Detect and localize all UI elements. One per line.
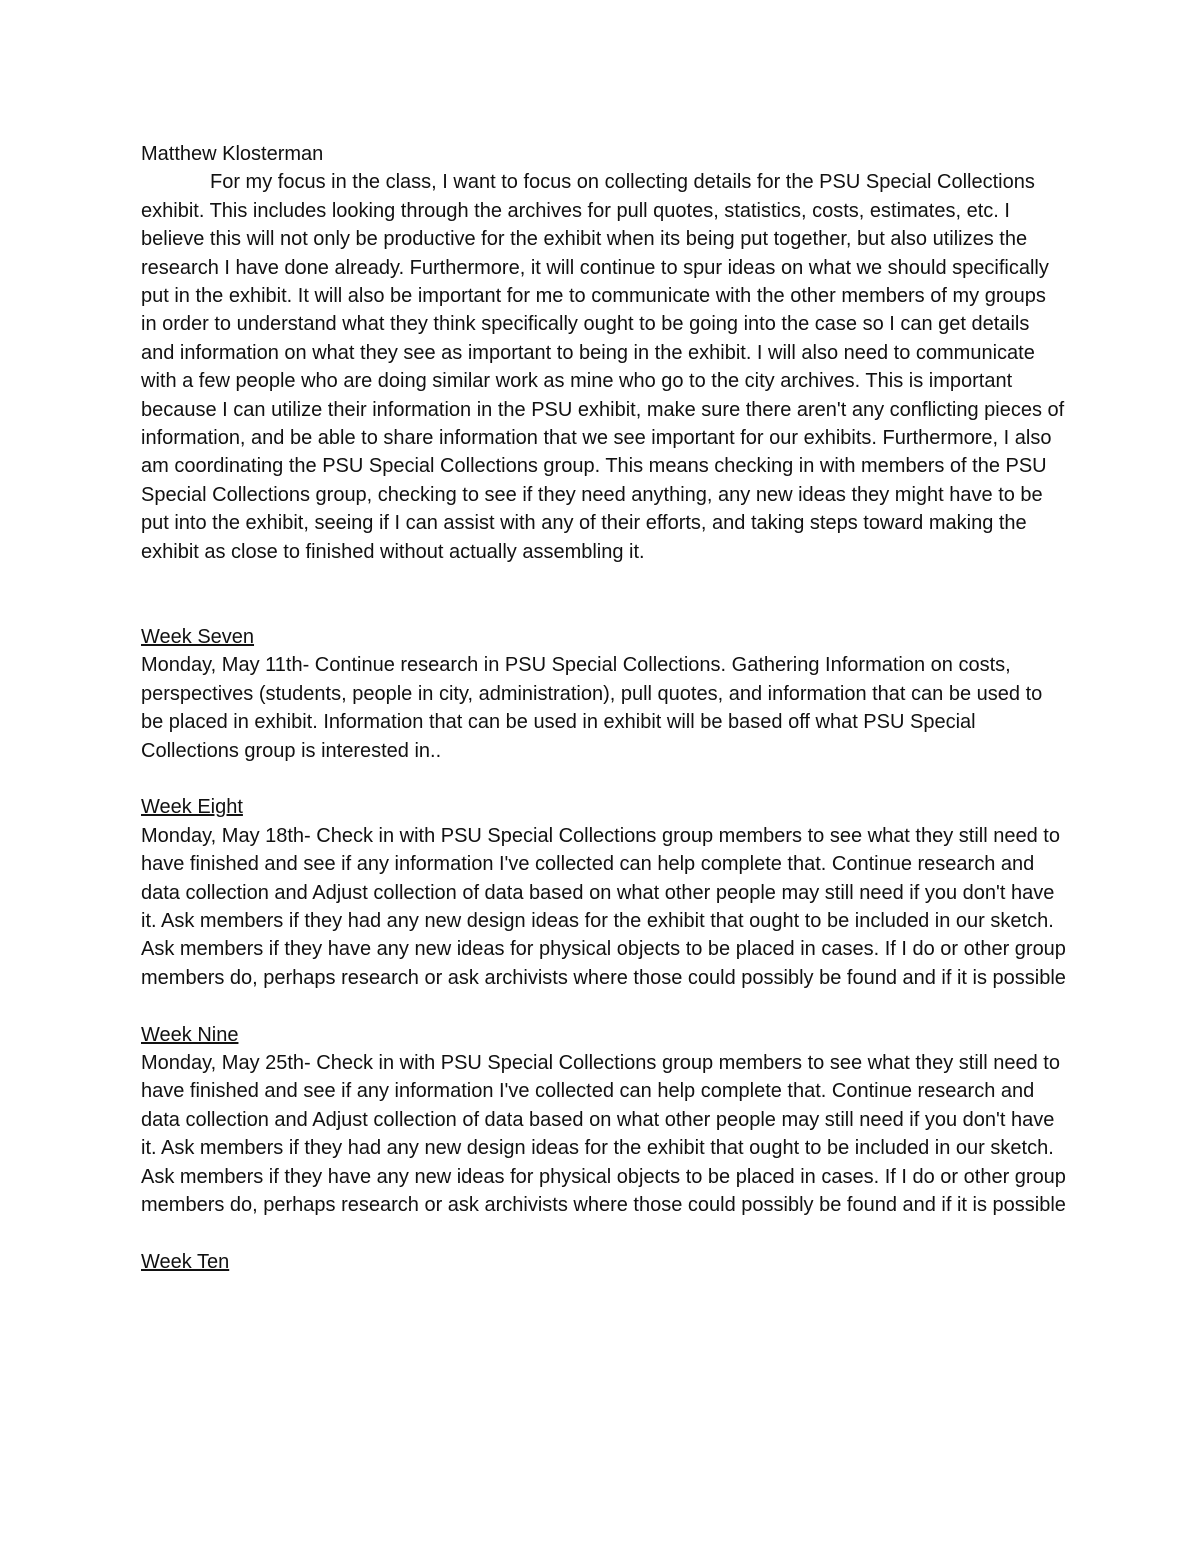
section-spacer xyxy=(141,1219,1066,1247)
document-page xyxy=(141,140,1066,1276)
intro-paragraph: For my focus in the class, I want to focus on collecting details for the PSU Special Collections exhibit. This includes looking through the archives for pull quotes, statistics, costs, estimates, etc. I believe this will not only be productive for the exhibit when its being put together, but also utilizes the research I have done already. Furthermore, it will continue to spur ideas on what we should specifically put in the exhibit. It will also be important for me to communicate with the other members of my groups in order to understand what they think specifically ought to be going into the case so I can get details and information on what they see as important to being in the exhibit. I will also need to communicate with a few people who are doing similar work as mine who go to the city archives. This is important because I can utilize their information in the PSU exhibit, make sure there aren't any conflicting pieces of information, and be able to share information that we see important for our exhibits. Furthermore, I also am coordinating the PSU Special Collections group. This means checking in with members of the PSU Special Collections group, checking to see if they need anything, any new ideas they might have to be put into the exhibit, seeing if I can assist with any of their efforts, and taking steps toward making the exhibit as close to finished without actually assembling it. xyxy=(141,171,1065,563)
week-section-ten xyxy=(141,1248,1066,1276)
week-section-eight xyxy=(141,793,1066,992)
author-name: Matthew Klosterman xyxy=(141,143,324,165)
section-spacer xyxy=(141,992,1066,1020)
week-heading: Week Eight xyxy=(141,796,243,819)
week-entry: Monday, May 11th- Continue research in PSU Special Collections. Gathering Information on costs, perspectives (students, people in city, administration), pull quotes, and information that can be used to be placed in exhibit. Information that can be used in exhibit will be based off what PSU Special Collections group is interested in.. xyxy=(141,654,1043,762)
week-section-seven xyxy=(141,623,1066,765)
week-heading: Week Ten xyxy=(141,1250,230,1273)
week-heading: Week Nine xyxy=(141,1023,239,1046)
week-heading: Week Seven xyxy=(141,625,255,648)
week-section-nine xyxy=(141,1021,1066,1220)
week-entry: Monday, May 18th- Check in with PSU Special Collections group members to see what they still need to have finished and see if any information I've collected can help complete that. Continue research and data collection and Adjust collection of data based on what other people may still need if you don't have it. Ask members if they had any new design ideas for the exhibit that ought to be included in our sketch. Ask members if they have any new ideas for physical objects to be placed in cases. If I do or other group members do, perhaps research or ask archivists where those could possibly be found and if it is possible xyxy=(141,824,1066,989)
section-spacer xyxy=(141,765,1066,793)
section-spacer xyxy=(141,566,1066,623)
week-entry: Monday, May 25th- Check in with PSU Special Collections group members to see what they still need to have finished and see if any information I've collected can help complete that. Continue research and data collection and Adjust collection of data based on what other people may still need if you don't have it. Ask members if they had any new design ideas for the exhibit that ought to be included in our sketch. Ask members if they have any new ideas for physical objects to be placed in cases. If I do or other group members do, perhaps research or ask archivists where those could possibly be found and if it is possible xyxy=(141,1051,1066,1216)
